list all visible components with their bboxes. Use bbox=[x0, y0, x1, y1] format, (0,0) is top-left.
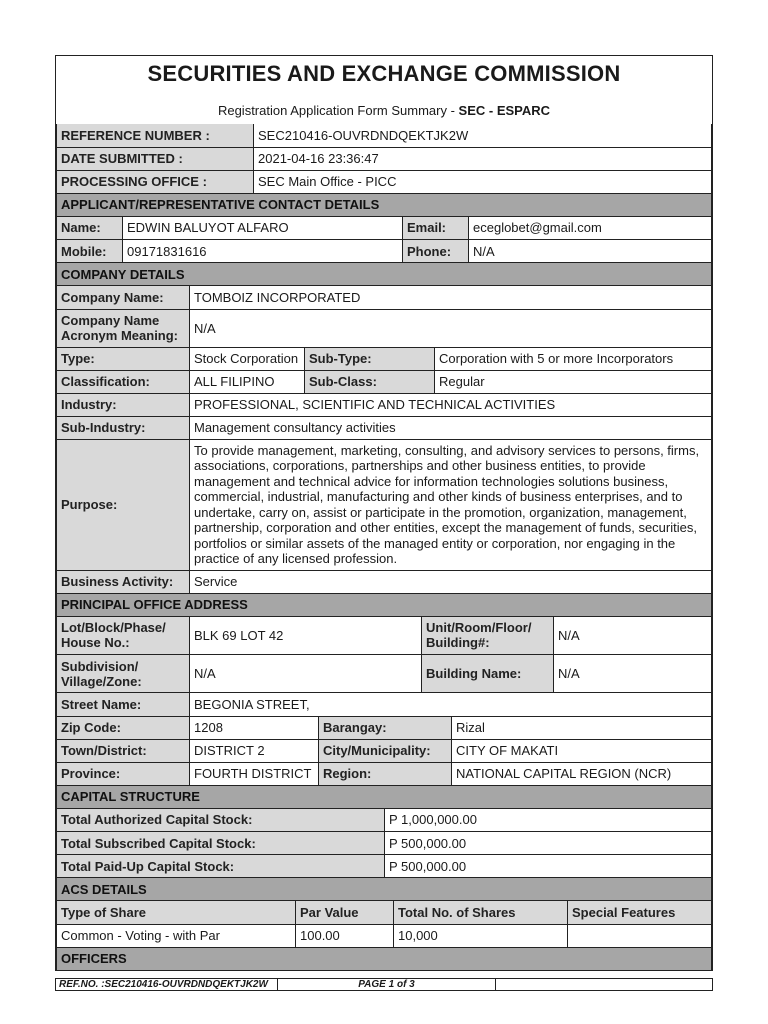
sub-class-label: Sub-Class: bbox=[305, 370, 435, 393]
street-name-label: Street Name: bbox=[57, 693, 190, 716]
subdivision-label: Subdivision/ Village/Zone: bbox=[57, 655, 190, 693]
classification-label: Classification: bbox=[57, 370, 190, 393]
industry-value: PROFESSIONAL, SCIENTIFIC AND TECHNICAL ACTIVITIES bbox=[190, 393, 712, 416]
section-company-details: COMPANY DETAILS bbox=[57, 263, 712, 286]
address-table-b bbox=[56, 693, 712, 809]
phone-value: N/A bbox=[469, 240, 712, 263]
business-activity-label: Business Activity: bbox=[57, 570, 190, 593]
mobile-label: Mobile: bbox=[57, 240, 123, 263]
city-municipality-value: CITY OF MAKATI bbox=[452, 739, 712, 762]
paid-up-capital-label: Total Paid-Up Capital Stock: bbox=[57, 855, 385, 878]
region-value: NATIONAL CAPITAL REGION (NCR) bbox=[452, 762, 712, 785]
business-activity-value: Service bbox=[190, 570, 712, 593]
acs-header-type: Type of Share bbox=[57, 901, 296, 924]
town-district-label: Town/District: bbox=[57, 739, 190, 762]
subscribed-capital-value: P 500,000.00 bbox=[385, 832, 712, 855]
form-subtitle bbox=[56, 98, 712, 124]
unit-label: Unit/Room/Floor/ Building#: bbox=[422, 617, 554, 655]
acs-special-features bbox=[568, 924, 712, 947]
page-footer bbox=[55, 978, 713, 991]
reference-number-label: REFERENCE NUMBER : bbox=[57, 124, 254, 147]
paid-up-capital-value: P 500,000.00 bbox=[385, 855, 712, 878]
date-submitted-label: DATE SUBMITTED : bbox=[57, 147, 254, 170]
zip-code-label: Zip Code: bbox=[57, 716, 190, 739]
purpose-value: To provide management, marketing, consulting, and advisory services to persons, firms, associations, corporations, partnerships and other business entities, to provide management and technical advice for information technologies solutions business, commercial, industrial, manufacturing and other kinds of business enterprises, and to undertake, carry on, assist or participate in the promotion, organization, management, partnership, corporation and other entities, except the management of funds, securities, portfolios or similar assets of the managed entity or corporation, nor engaging in the practice of any licensed profession. bbox=[190, 439, 712, 570]
acs-type-of-share: Common - Voting - with Par bbox=[57, 924, 296, 947]
authorized-capital-value: P 1,000,000.00 bbox=[385, 809, 712, 832]
province-label: Province: bbox=[57, 762, 190, 785]
address-table-a bbox=[56, 617, 712, 694]
town-district-value: DISTRICT 2 bbox=[190, 739, 319, 762]
sub-type-value: Corporation with 5 or more Incorporators bbox=[435, 347, 712, 370]
building-name-label: Building Name: bbox=[422, 655, 554, 693]
phone-label: Phone: bbox=[403, 240, 469, 263]
authorized-capital-label: Total Authorized Capital Stock: bbox=[57, 809, 385, 832]
email-value: eceglobet@gmail.com bbox=[469, 217, 712, 240]
type-label: Type: bbox=[57, 347, 190, 370]
section-acs-details: ACS DETAILS bbox=[57, 878, 712, 901]
unit-value: N/A bbox=[554, 617, 712, 655]
province-value: FOURTH DISTRICT bbox=[190, 762, 319, 785]
barangay-value: Rizal bbox=[452, 716, 712, 739]
section-contact-details: APPLICANT/REPRESENTATIVE CONTACT DETAILS bbox=[57, 193, 712, 216]
footer-ref-number: REF.NO. :SEC210416-OUVRDNDQEKTJK2W bbox=[56, 979, 278, 991]
company-name-value: TOMBOIZ INCORPORATED bbox=[190, 286, 712, 309]
lot-value: BLK 69 LOT 42 bbox=[190, 617, 422, 655]
name-value: EDWIN BALUYOT ALFARO bbox=[123, 217, 403, 240]
name-label: Name: bbox=[57, 217, 123, 240]
subdivision-value: N/A bbox=[190, 655, 422, 693]
street-name-value: BEGONIA STREET, bbox=[190, 693, 712, 716]
city-municipality-label: City/Municipality: bbox=[319, 739, 452, 762]
registration-form bbox=[55, 55, 713, 971]
section-principal-office-address: PRINCIPAL OFFICE ADDRESS bbox=[57, 593, 712, 616]
acs-header-special-features: Special Features bbox=[568, 901, 712, 924]
section-capital-structure: CAPITAL STRUCTURE bbox=[57, 785, 712, 808]
reference-number-value: SEC210416-OUVRDNDQEKTJK2W bbox=[254, 124, 712, 147]
lot-label: Lot/Block/Phase/ House No.: bbox=[57, 617, 190, 655]
sub-industry-value: Management consultancy activities bbox=[190, 416, 712, 439]
table-row bbox=[57, 924, 712, 947]
footer-blank-cell bbox=[496, 979, 713, 991]
capital-table bbox=[56, 809, 712, 902]
barangay-label: Barangay: bbox=[319, 716, 452, 739]
sub-type-label: Sub-Type: bbox=[305, 347, 435, 370]
subtitle-system: SEC - ESPARC bbox=[458, 103, 551, 118]
reference-table bbox=[56, 124, 712, 217]
industry-label: Industry: bbox=[57, 393, 190, 416]
processing-office-value: SEC Main Office - PICC bbox=[254, 170, 712, 193]
date-submitted-value: 2021-04-16 23:36:47 bbox=[254, 147, 712, 170]
building-name-value: N/A bbox=[554, 655, 712, 693]
subtitle-prefix: Registration Application Form Summary - bbox=[217, 103, 459, 118]
acronym-label: Company Name Acronym Meaning: bbox=[57, 309, 190, 347]
classification-value: ALL FILIPINO bbox=[190, 370, 305, 393]
page-title: SECURITIES AND EXCHANGE COMMISSION bbox=[147, 61, 621, 86]
subscribed-capital-label: Total Subscribed Capital Stock: bbox=[57, 832, 385, 855]
email-label: Email: bbox=[403, 217, 469, 240]
processing-office-label: PROCESSING OFFICE : bbox=[57, 170, 254, 193]
company-table bbox=[56, 286, 712, 617]
region-label: Region: bbox=[319, 762, 452, 785]
contact-table bbox=[56, 217, 712, 287]
company-name-label: Company Name: bbox=[57, 286, 190, 309]
sub-class-value: Regular bbox=[435, 370, 712, 393]
acs-header-par-value: Par Value bbox=[296, 901, 394, 924]
section-officers: OFFICERS bbox=[57, 947, 712, 970]
acs-total-shares: 10,000 bbox=[394, 924, 568, 947]
purpose-label: Purpose: bbox=[57, 439, 190, 570]
acs-table bbox=[56, 901, 712, 971]
sub-industry-label: Sub-Industry: bbox=[57, 416, 190, 439]
acs-par-value: 100.00 bbox=[296, 924, 394, 947]
acronym-value: N/A bbox=[190, 309, 712, 347]
mobile-value: 09171831616 bbox=[123, 240, 403, 263]
footer-page-number: PAGE 1 of 3 bbox=[278, 979, 496, 991]
type-value: Stock Corporation bbox=[190, 347, 305, 370]
zip-code-value: 1208 bbox=[190, 716, 319, 739]
acs-header-total-shares: Total No. of Shares bbox=[394, 901, 568, 924]
